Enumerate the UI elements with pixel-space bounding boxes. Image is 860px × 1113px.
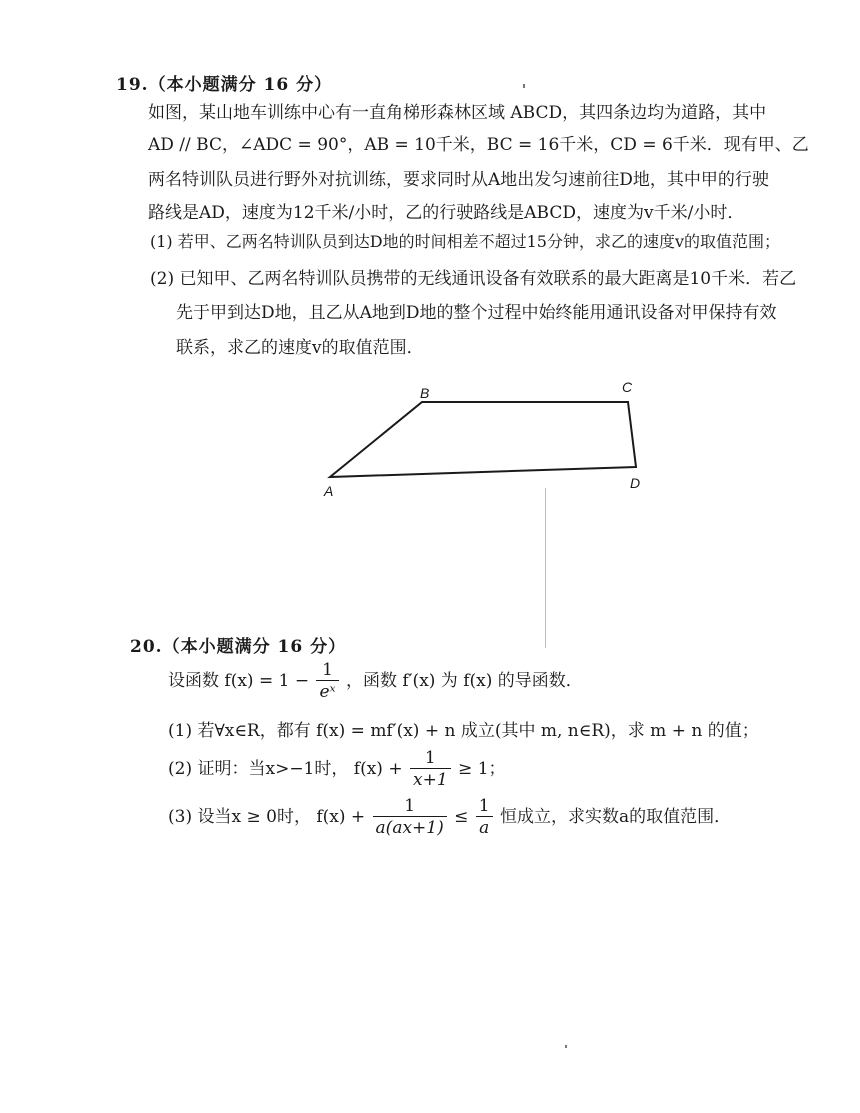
scan-artifact-dot (565, 1045, 567, 1048)
problem-20-header: 20.（本小题满分 16 分） (130, 637, 347, 657)
question-3-left-numerator: 1 (373, 796, 447, 817)
scan-artifact-line (545, 488, 546, 648)
question-3-right-numerator: 1 (476, 796, 493, 817)
problem-19-question-2-line-3: 联系，求乙的速度v的取值范围． (176, 338, 424, 358)
question-3-right-denominator: a (479, 818, 490, 838)
scan-artifact-dot (523, 84, 525, 88)
definition-fraction-numerator: 1 (316, 660, 338, 681)
vertex-label-b: B (420, 385, 430, 401)
problem-19-line-4: 路线是AD，速度为12千米/小时，乙的行驶路线是ABCD，速度为v千米/小时． (148, 203, 745, 223)
question-3-fraction-left (373, 796, 447, 839)
question-2-suffix: ≥ 1； (458, 759, 506, 779)
problem-20-definition (168, 660, 583, 703)
problem-19-question-1: (1) 若甲、乙两名特训队员到达D地的时间相差不超过15分钟，求乙的速度v的取值范围； (150, 232, 780, 251)
problem-19-header: 19.（本小题满分 16 分） (116, 75, 333, 95)
vertex-label-a: A (324, 483, 334, 499)
question-2-fraction-numerator: 1 (410, 748, 451, 769)
vertex-label-c: C (622, 379, 633, 395)
definition-suffix: ，函数 f′(x) 为 f(x) 的导函数． (346, 671, 583, 691)
problem-19-line-1: 如图，某山地车训练中心有一直角梯形森林区域 ABCD，其四条边均为道路，其中 (148, 103, 767, 123)
question-3-suffix: 恒成立，求实数a的取值范围． (500, 807, 732, 827)
problem-20-question-1: (1) 若∀x∈R，都有 f(x) = mf′(x) + n 成立(其中 m, n∈R)，求 m + n 的值； (168, 721, 759, 741)
question-2-fraction (410, 748, 451, 791)
question-3-left-denominator: a(ax+1) (375, 818, 444, 838)
problem-19-line-2: AD // BC，∠ADC = 90°，AB = 10千米，BC = 16千米，CD = 6千米．现有甲、乙 (148, 135, 809, 155)
question-3-inequality-sign: ≤ (454, 807, 469, 827)
question-3-fraction-right (476, 796, 493, 839)
definition-fraction (316, 660, 338, 703)
problem-19-question-2-line-1: (2) 已知甲、乙两名特训队员携带的无线通讯设备有效联系的最大距离是10千米．若乙 (150, 269, 797, 289)
question-3-prefix: (3) 设当x ≥ 0时， f(x) + (168, 807, 366, 827)
definition-fraction-denominator: eˣ (319, 682, 336, 702)
problem-20-question-2 (168, 748, 506, 791)
problem-19-line-3: 两名特训队员进行野外对抗训练，要求同时从A地出发匀速前往D地，其中甲的行驶 (148, 170, 769, 190)
trapezoid-abcd-shape (330, 402, 636, 477)
trapezoid-figure (320, 378, 650, 503)
vertex-label-d: D (630, 475, 641, 491)
problem-20-question-3 (168, 796, 731, 839)
question-2-fraction-denominator: x+1 (412, 770, 448, 790)
question-2-prefix: (2) 证明：当x>−1时， f(x) + (168, 759, 403, 779)
definition-prefix: 设函数 f(x) = 1 − (168, 671, 310, 691)
problem-19-question-2-line-2: 先于甲到达D地，且乙从A地到D地的整个过程中始终能用通讯设备对甲保持有效 (176, 303, 777, 323)
